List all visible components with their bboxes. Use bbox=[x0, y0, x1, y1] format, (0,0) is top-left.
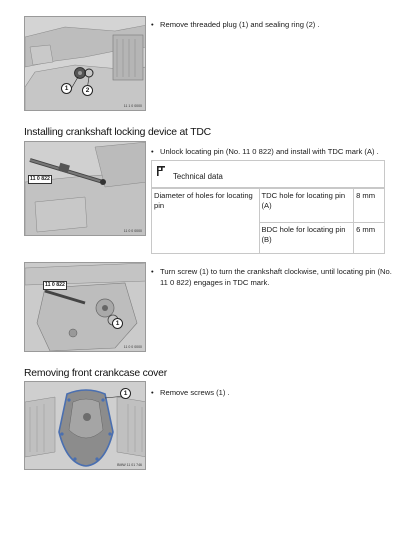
figure-threaded-plug bbox=[24, 16, 146, 111]
callout-1: 1 bbox=[120, 388, 131, 399]
technical-data-title: Technical data bbox=[173, 172, 223, 181]
cell-label: BDC hole for locating pin (B) bbox=[259, 223, 354, 254]
step-remove-screws bbox=[151, 388, 391, 399]
bullet: • bbox=[151, 388, 154, 397]
step-unlock-pin bbox=[151, 147, 406, 158]
figure-crankcase-cover bbox=[24, 381, 146, 470]
figure-locating-pin bbox=[24, 141, 146, 236]
step-text: Remove threaded plug (1) and sealing ring (2) . bbox=[160, 20, 320, 29]
figure-turn-crankshaft bbox=[24, 262, 146, 352]
technical-data-header bbox=[151, 160, 385, 188]
engine-illustration bbox=[25, 17, 146, 111]
bullet: • bbox=[151, 267, 154, 276]
figure-id: 11 0 0 0000 bbox=[123, 345, 142, 349]
row-label: Diameter of holes for locating pin bbox=[152, 189, 260, 254]
tool-label: 11 0 822 bbox=[30, 176, 50, 182]
cell-value: 6 mm bbox=[354, 223, 385, 254]
callout-2: 2 bbox=[82, 85, 93, 96]
cell-value: 8 mm bbox=[354, 189, 385, 223]
tool-label: 11 0 822 bbox=[45, 282, 65, 288]
step-text: Remove screws (1) . bbox=[160, 388, 230, 397]
step-turn-screw bbox=[151, 267, 396, 288]
cell-label: TDC hole for locating pin (A) bbox=[259, 189, 354, 223]
engine-illustration bbox=[25, 142, 146, 236]
bullet: • bbox=[151, 20, 154, 29]
figure-id: BMW 11 01 746 bbox=[117, 463, 142, 467]
bullet: • bbox=[151, 147, 154, 156]
figure-id: 11 0 0 0000 bbox=[123, 229, 142, 233]
calipers-icon bbox=[155, 164, 167, 182]
table-row bbox=[152, 189, 385, 223]
technical-data-table bbox=[151, 188, 385, 254]
callout-1: 1 bbox=[112, 318, 123, 329]
section-heading-crankcase: Removing front crankcase cover bbox=[24, 368, 167, 379]
engine-illustration bbox=[25, 263, 146, 352]
step-text: Unlock locating pin (No. 11 0 822) and install with TDC mark (A) . bbox=[160, 147, 379, 156]
callout-1: 1 bbox=[61, 83, 72, 94]
section-heading-crankshaft: Installing crankshaft locking device at TDC bbox=[24, 127, 211, 138]
step-remove-plug bbox=[151, 20, 401, 31]
figure-id: 11 1 0 0000 bbox=[123, 104, 142, 108]
step-text: Turn screw (1) to turn the crankshaft clockwise, until locating pin (No. 11 0 822) engages in TDC mark. bbox=[160, 267, 392, 287]
